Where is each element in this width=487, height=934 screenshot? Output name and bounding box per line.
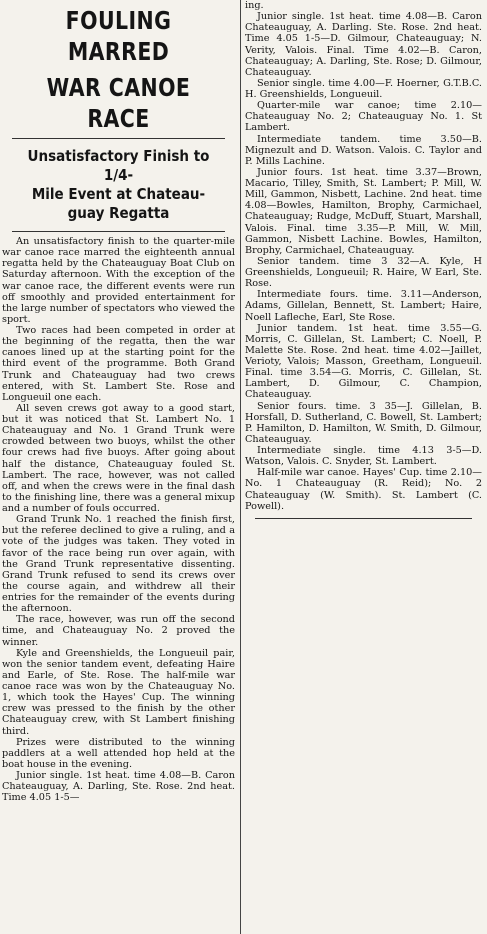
right-paragraph: Senior single. time 4.00—F. Hoerner, G.T.B.C. H. Greenshields, Longueuil. (245, 77, 482, 100)
right-column (245, 0, 482, 519)
subheadline (14, 147, 224, 223)
right-paragraph: ing. (245, 0, 264, 11)
subheadline-line-3: guay Regatta (67, 204, 170, 222)
right-paragraph: Intermediate fours. time. 3.11—Anderson, Adams, Gillelan, Bennett, St. Lambert; Haire, Noell Lafleche, Earl, Ste Rose. (245, 289, 482, 323)
left-paragraph: Kyle and Greenshields, the Longueuil pair, won the senior tandem event, defeating Haire and Earle, of Ste. Rose. The half-mile war canoe race was won by the Chateauguay No. 1, which took the Hayes' Cup. The winning crew was pressed to the finish by the other Chateauguay crew, with St Lambert finishing third. (2, 647, 235, 737)
article-end-rule (255, 518, 472, 519)
subheadline-line-1: Unsatisfactory Finish to 1/4- (27, 147, 210, 184)
left-paragraph: Junior single. 1st heat. time 4.08—B. Caron Chateauguay, A. Darling, Ste. Rose. 2nd heat. Time 4.05 1-5— (2, 770, 235, 804)
subheadline-line-2: Mile Event at Chateau- (31, 185, 206, 203)
left-paragraph: Prizes were distributed to the winning paddlers at a well attended hop held at the boat house in the evening. (2, 736, 235, 770)
right-paragraph: Quarter-mile war canoe; time 2.10—Chateauguay No. 2; Chateauguay No. 1. St Lambert. (245, 100, 482, 134)
subheadline-divider (12, 231, 225, 232)
right-paragraph: Junior tandem. 1st heat. time 3.55—G. Morris, C. Gillelan, St. Lambert; C. Noell, P. Malette Ste. Rose. 2nd heat. time 4.02—Jaillet, Verioty, Valois; Masson, Greetham, Longueuil. Final. time 3.54—G. Morris, C. Gillelan, St. Lambert, D. Gilmour, C. Champion, Chateauguay. (245, 322, 482, 401)
headline-line-1: FOULING MARRED (65, 6, 172, 66)
right-paragraph: Senior tandem. time 3 32—A. Kyle, H Greenshields, Longueuil; R. Haire, W Earl, Ste. Rose. (245, 255, 482, 290)
headline-divider (12, 138, 225, 139)
right-paragraph: Junior fours. 1st heat. time 3.37—Brown, Macario, Tilley, Smith, St. Lambert; P. Mill, W. Mill, Gammon, Nisbett, Lachine. 2nd heat. time 4.08—Bowles, Hamilton, Brophy, Carmichael, Chateauguay; Rudge, McDuff, Stuart, Marshall, Valois. Final. time 3.35—P. Mill, W. Mill, Gammon, Nisbett Lachine. Bowles, Hamilton, Brophy, Carmichael, Chateauguay. (245, 166, 482, 256)
column-divider (240, 0, 241, 934)
headline-line-2: WAR CANOE RACE (46, 73, 191, 133)
right-paragraph: Senior fours. time. 3 35—J. Gillelan, B. Horsfall, D. Sutherland, C. Bowell, St. Lambert; P. Hamilton, D. Hamilton, W. Smith, D. Gilmour, Chateauguay. (245, 400, 482, 445)
right-paragraph: Intermediate single. time 4.13 3-5—D. Watson, Valois. C. Snyder, St. Lambert. (245, 445, 482, 468)
left-paragraph: Two races had been competed in order at the beginning of the regatta, then the war canoes lined up at the starting point for the third event of the programme. Both Grand Trunk and Chateauguay had two crews entered, with St. Lambert Ste. Rose and Longueuil one each. (2, 325, 235, 403)
left-column (2, 0, 238, 803)
right-paragraph: Intermediate tandem. time 3.50—B. Mignezult and D. Watson. Valois. C. Taylor and P. Mills Lachine. (245, 133, 482, 167)
left-paragraph: Grand Trunk No. 1 reached the finish first, but the referee declined to give a ruling, and a vote of the judges was taken. They voted in favor of the race being run over again, with the Grand Trunk representative dissenting. Grand Trunk refused to send its crews over the course again, and withdrew all their entries for the remainder of the events during the afternoon. (2, 514, 235, 615)
right-paragraph: Junior single. 1st heat. time 4.08—B. Caron Chateauguay, A. Darling. Ste. Rose. 2nd heat. Time 4.05 1-5—D. Gilmour, Chateauguay; N. Verity, Valois. Final. Time 4.02—B. Caron, Chateauguay; A. Darling, Ste. Rose; D. Gilmour, Chateauguay. (245, 11, 482, 78)
left-paragraph: An unsatisfactory finish to the quarter-mile war canoe race marred the eighteenth annual regatta held by the Chateauguay Boat Club on Saturday afternoon. With the exception of the war canoe race, the different events were run off smoothly and provided entertainment for the large number of spectators who viewed the sport. (2, 236, 235, 325)
right-paragraph: Half-mile war canoe. Hayes' Cup. time 2.10—No. 1 Chateauguay (R. Reid); No. 2 Chateauguay (W. Smith). St. Lambert (C. Powell). (245, 467, 482, 512)
left-paragraph: All seven crews got away to a good start, but it was noticed that St. Lambert No. 1 Chateauguay and No. 1 Grand Trunk were crowded between two buoys, whilst the other four crews had five buoys. After going about half the distance, Chateauguay fouled St. Lambert. The race, however, was not called off, and when the crews were in the final dash to the finishing line, there was a general mixup and a number of fouls occurred. (2, 402, 235, 514)
left-paragraph: The race, however, was run off the second time, and Chateauguay No. 2 proved the winner. (2, 614, 235, 648)
